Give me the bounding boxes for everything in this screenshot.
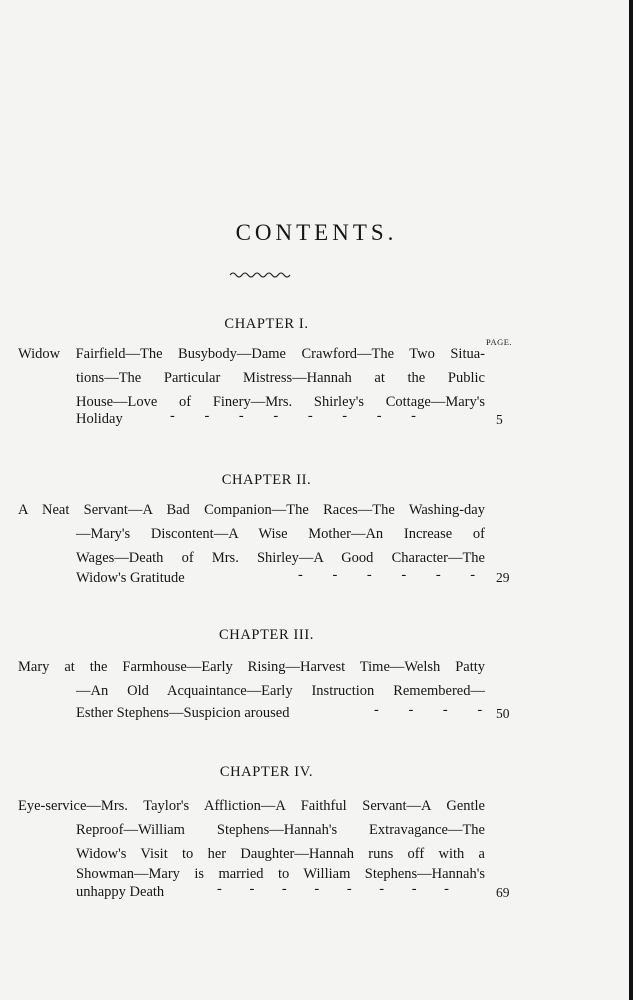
chapter-3-page-number: 50 <box>496 706 510 721</box>
chapter-4-line-5: unhappy Death <box>76 884 165 900</box>
chapter-2-heading: CHAPTER II. <box>221 472 312 488</box>
chapter-1-line-4: Holiday <box>76 411 123 427</box>
chapter-2-line-3: Wages—Death of Mrs. Shirley—A Good Character—The <box>76 550 485 566</box>
chapter-3-line-1: Mary at the Farmhouse—Early Rising—Harvest Time—Welsh Patty <box>18 659 485 675</box>
chapter-1-leader-dots: - - - - - - - - <box>170 408 417 424</box>
chapter-1-line-3: House—Love of Finery—Mrs. Shirley's Cottage—Mary's <box>76 394 485 410</box>
chapter-2-page-number: 29 <box>496 570 510 585</box>
page-edge <box>629 0 633 1000</box>
chapter-1-line-1: Widow Fairfield—The Busybody—Dame Crawford—The Two Situa- <box>18 346 485 362</box>
chapter-4-leader-dots: - - - - - - - - <box>217 881 450 897</box>
chapter-1-heading: CHAPTER I. <box>224 316 309 332</box>
chapter-2-leader-dots: - - - - - - <box>298 567 476 583</box>
chapter-1-line-2: tions—The Particular Mistress—Hannah at the Public <box>76 370 485 386</box>
ornament-divider <box>229 270 293 280</box>
chapter-3-line-2: —An Old Acquaintance—Early Instruction Remembered— <box>76 683 485 699</box>
page-column-label: PAGE. <box>486 337 513 347</box>
chapter-2-line-1: A Neat Servant—A Bad Companion—The Races—The Washing-day <box>18 502 485 518</box>
chapter-1-page-number: 5 <box>496 412 503 427</box>
chapter-2-line-4: Widow's Gratitude <box>76 570 185 586</box>
chapter-3-line-3: Esther Stephens—Suspicion aroused <box>76 705 290 721</box>
chapter-2-line-2: —Mary's Discontent—A Wise Mother—An Increase of <box>76 526 485 542</box>
chapter-4-line-2: Reproof—William Stephens—Hannah's Extravagance—The <box>76 822 485 838</box>
chapter-4-page-number: 69 <box>496 885 510 900</box>
chapter-4-line-4: Showman—Mary is married to William Stephens—Hannah's <box>76 866 485 882</box>
chapter-4-heading: CHAPTER IV. <box>219 764 314 780</box>
chapter-3-heading: CHAPTER III. <box>219 627 314 643</box>
chapter-4-line-1: Eye-service—Mrs. Taylor's Affliction—A Faithful Servant—A Gentle <box>18 798 485 814</box>
page-title: CONTENTS. <box>235 220 398 245</box>
chapter-4-line-3: Widow's Visit to her Daughter—Hannah runs off with a <box>76 846 485 862</box>
chapter-3-leader-dots: - - - - <box>374 702 483 718</box>
